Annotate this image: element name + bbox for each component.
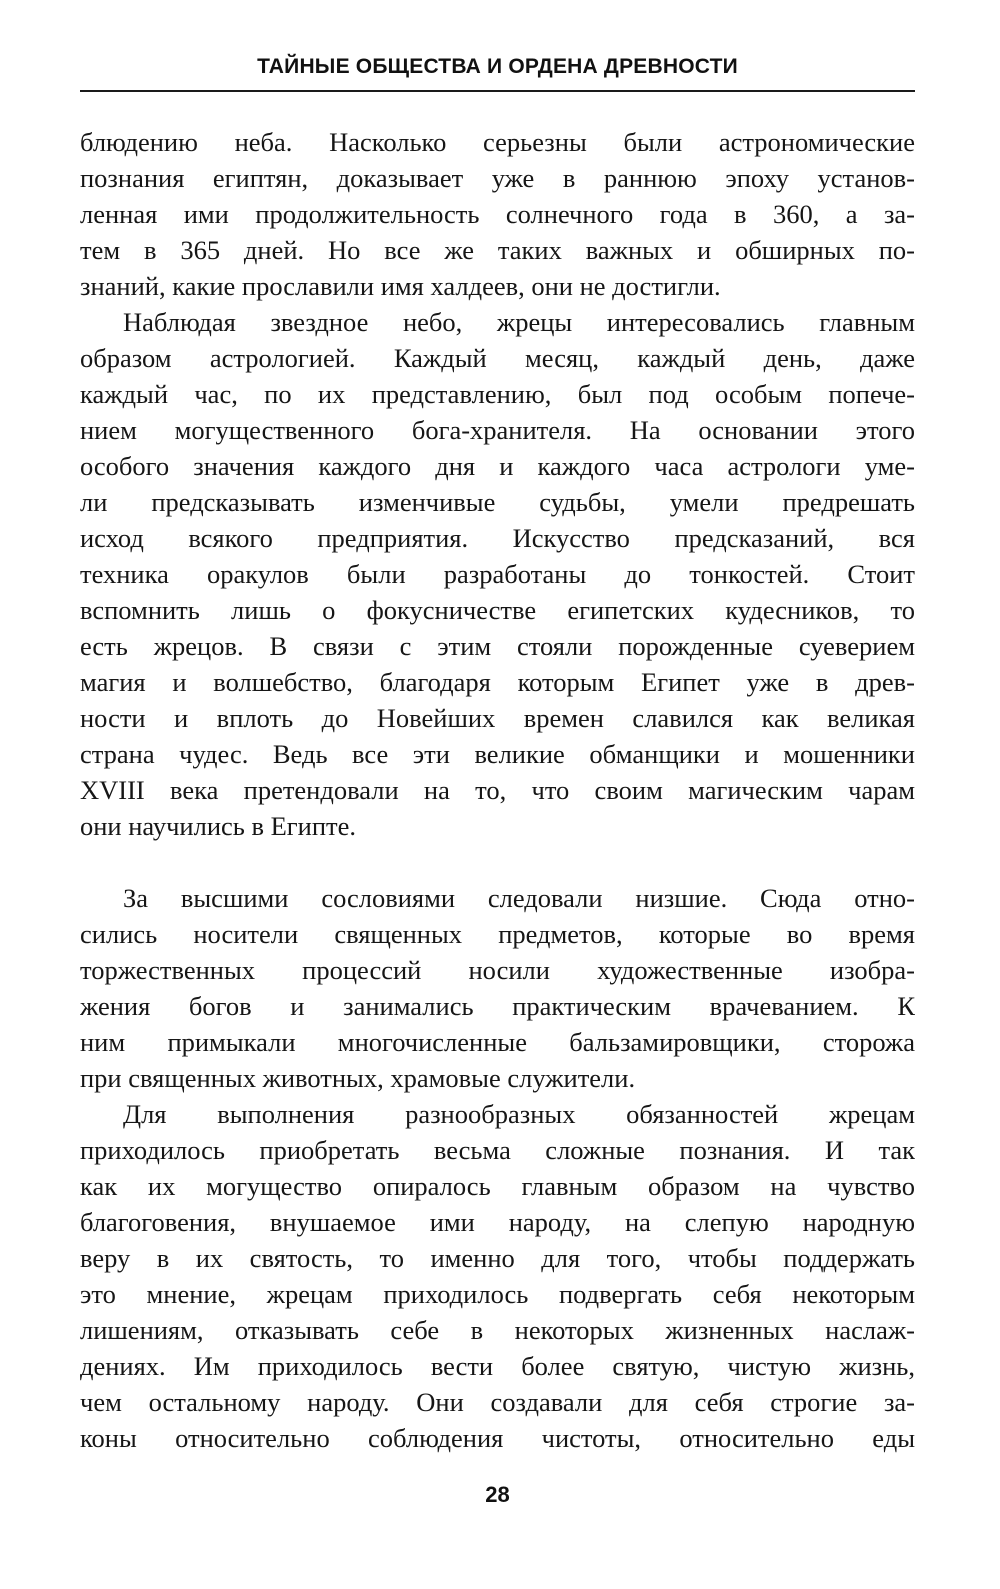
text-line: веру в их святость, то именно для того, чтобы поддержать — [80, 1243, 915, 1273]
text-line: ним примыкали многочисленные бальзамировщики, сторожа — [80, 1027, 915, 1057]
text-line: нием могущественного бога-хранителя. На основании этого — [80, 415, 915, 445]
text-line: тем в 365 дней. Но все же таких важных и обширных по- — [80, 235, 915, 265]
text-line: коны относительно соблюдения чистоты, относительно еды — [80, 1423, 915, 1453]
text-line: техника оракулов были разработаны до тонкостей. Стоит — [80, 559, 915, 589]
text-line: дениях. Им приходилось вести более святую, чистую жизнь, — [80, 1351, 915, 1381]
text-line: есть жрецов. В связи с этим стояли порожденные суеверием — [80, 631, 915, 661]
text-line: ности и вплоть до Новейших времен славился как великая — [80, 703, 915, 733]
text-line: магия и волшебство, благодаря которым Египет уже в древ- — [80, 667, 915, 697]
text-line: лишениям, отказывать себе в некоторых жизненных наслаж- — [80, 1315, 915, 1345]
text-line: при священных животных, храмовые служители. — [80, 1063, 636, 1093]
text-line: сились носители священных предметов, которые во время — [80, 919, 915, 949]
text-line: как их могущество опиралось главным образом на чувство — [80, 1171, 915, 1201]
text-line: XVIII века претендовали на то, что своим магическим чарам — [80, 775, 915, 805]
text-line: знаний, какие прославили имя халдеев, они не достигли. — [80, 271, 721, 301]
text-line: чем остальному народу. Они создавали для себя строгие за- — [80, 1387, 915, 1417]
text-line: ленная ими продолжительность солнечного года в 360, а за- — [80, 199, 915, 229]
running-head: ТАЙНЫЕ ОБЩЕСТВА И ОРДЕНА ДРЕВНОСТИ — [257, 55, 738, 78]
text-line: За высшими сословиями следовали низшие. Сюда отно- — [123, 883, 915, 913]
text-line: торжественных процессий носили художественные изобра- — [80, 955, 915, 985]
text-line: жения богов и занимались практическим врачеванием. К — [80, 991, 915, 1021]
text-line: образом астрологией. Каждый месяц, каждый день, даже — [80, 343, 915, 373]
text-line: познания египтян, доказывает уже в раннюю эпоху установ- — [80, 163, 915, 193]
page-number: 28 — [485, 1482, 510, 1507]
text-line: вспомнить лишь о фокусничестве египетских кудесников, то — [80, 595, 915, 625]
text-line: это мнение, жрецам приходилось подвергать себя некоторым — [80, 1279, 915, 1309]
text-line: исход всякого предприятия. Искусство предсказаний, вся — [80, 523, 915, 553]
text-line: особого значения каждого дня и каждого часа астрологи уме- — [80, 451, 915, 481]
text-line: они научились в Египте. — [80, 811, 356, 841]
text-line: страна чудес. Ведь все эти великие обманщики и мошенники — [80, 739, 915, 769]
text-line: каждый час, по их представлению, был под особым попече- — [80, 379, 915, 409]
text-line: ли предсказывать изменчивые судьбы, умели предрешать — [80, 487, 915, 517]
text-line: благоговения, внушаемое ими народу, на слепую народную — [80, 1207, 915, 1237]
text-line: Наблюдая звездное небо, жрецы интересовались главным — [123, 307, 915, 337]
header-rule — [80, 90, 915, 92]
text-line: приходилось приобретать весьма сложные познания. И так — [80, 1135, 915, 1165]
text-line: блюдению неба. Насколько серьезны были астрономические — [80, 127, 915, 157]
text-line: Для выполнения разнообразных обязанностей жрецам — [123, 1099, 915, 1129]
